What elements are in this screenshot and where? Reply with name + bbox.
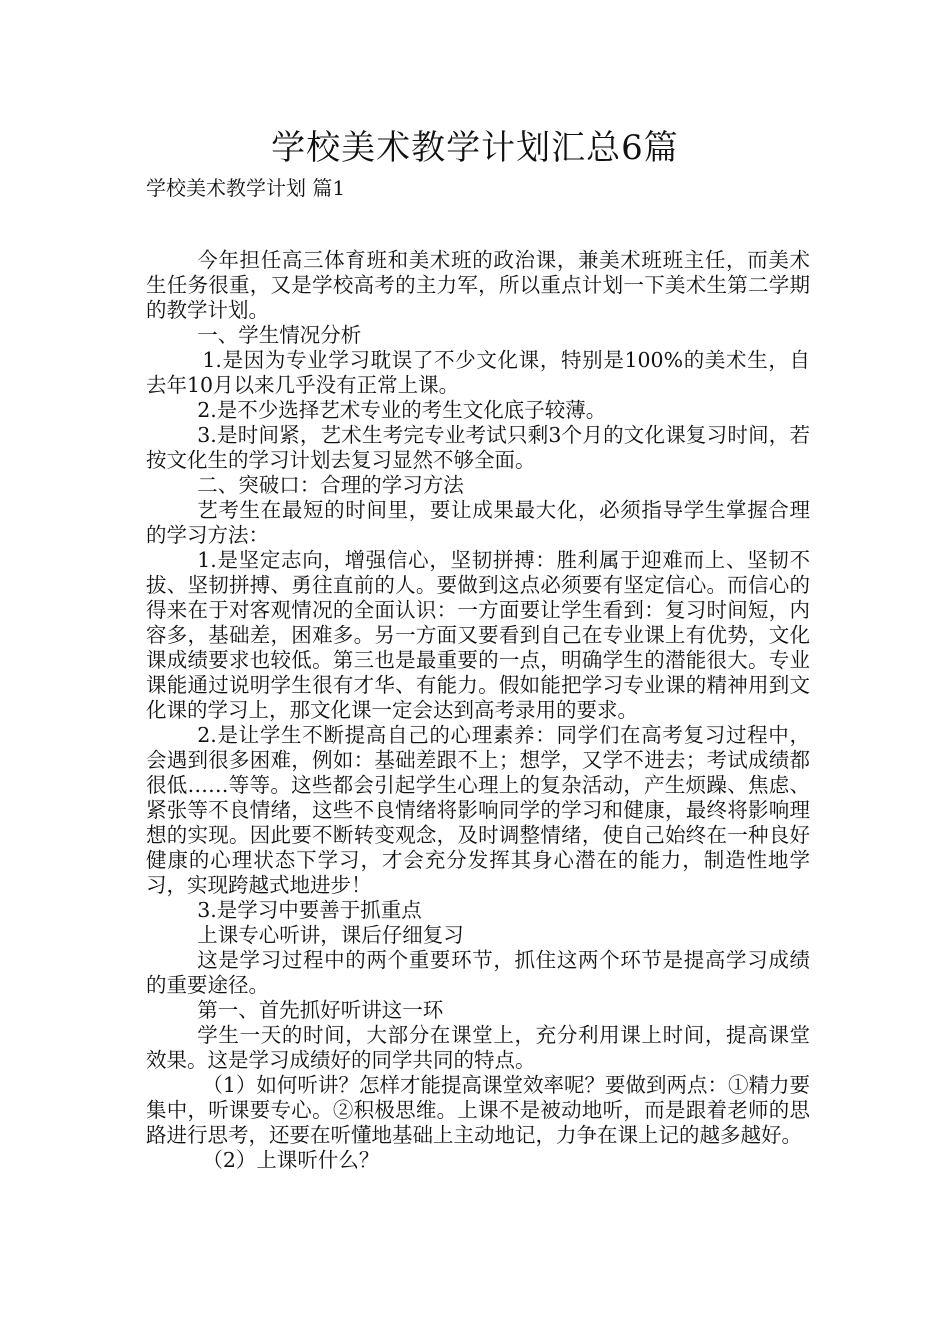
paragraph-listen-review: 上课专心听讲，课后仔细复习: [197, 923, 464, 947]
paragraph-two-links: 这是学习过程中的两个重要环节，抓住这两个环节是提高学习成绩的重要途径。: [146, 948, 810, 997]
document-body: [146, 248, 810, 1173]
paragraph-classroom: 学生一天的时间，大部分在课堂上，充分利用课上时间，提高课堂效果。这是学习成绩好的同学共同的特点。: [146, 1023, 810, 1072]
paragraph-method-1: 1.是坚定志向，增强信心，坚韧拼搏：胜利属于迎难而上、坚韧不拔、坚韧拼搏、勇往直前的人。要做到这点必须要有坚定信心。而信心的得来在于对客观情况的全面认识：一方面要让学生看到：复习时间短，内容多，基础差，困难多。另一方面又要看到自己在专业课上有优势，文化课成绩要求也较低。第三也是最重要的一点，明确学生的潜能很大。专业课能通过说明学生很有才华、有能力。假如能把学习专业课的精神用到文化课的学习上，那文化课一定会达到高考录用的要求。: [146, 548, 810, 722]
paragraph-analysis-3: 3.是时间紧，艺术生考完专业考试只剩3个月的文化课复习时间，若按文化生的学习计划去复习显然不够全面。: [146, 423, 810, 472]
paragraph-method-3: 3.是学习中要善于抓重点: [197, 898, 422, 922]
heading-student-analysis: 一、学生情况分析: [197, 323, 362, 347]
paragraph-how-listen: （1）如何听讲？怎样才能提高课堂效率呢？要做到两点：①精力要集中，听课要专心。②积极思维。上课不是被动地听，而是跟着老师的思路进行思考，还要在听懂地基础上主动地记，力争在课上记的越多越好。: [146, 1073, 810, 1147]
paragraph-intro: 今年担任高三体育班和美术班的政治课，兼美术班班主任，而美术生任务很重，又是学校高考的主力军，所以重点计划一下美术生第二学期的教学计划。: [146, 248, 810, 322]
section-heading: 学校美术教学计划 篇1: [146, 176, 346, 200]
paragraph-analysis-2: 2.是不少选择艺术专业的考生文化底子较薄。: [197, 398, 607, 422]
document-title: 学校美术教学计划汇总6篇: [271, 128, 679, 168]
heading-first-listen: 第一、首先抓好听讲这一环: [197, 998, 444, 1022]
paragraph-what-listen: （2）上课听什么？: [202, 1148, 380, 1172]
heading-breakthrough: 二、突破口：合理的学习方法: [197, 473, 464, 497]
paragraph-analysis-1: 1.是因为专业学习耽误了不少文化课，特别是100%的美术生，自去年10月以来几乎没有正常上课。: [146, 348, 810, 397]
paragraph-method-intro: 艺考生在最短的时间里，要让成果最大化，必须指导学生掌握合理的学习方法：: [146, 498, 810, 547]
paragraph-method-2: 2.是让学生不断提高自己的心理素养：同学们在高考复习过程中，会遇到很多困难，例如：基础差跟不上；想学，又学不进去；考试成绩都很低……等等。这些都会引起学生心理上的复杂活动，产生烦躁、焦虑、紧张等不良情绪，这些不良情绪将影响同学的学习和健康，最终将影响理想的实现。因此要不断转变观念，及时调整情绪，使自己始终在一种良好健康的心理状态下学习，才会充分发挥其身心潜在的能力，制造性地学习，实现跨越式地进步！: [146, 723, 810, 897]
